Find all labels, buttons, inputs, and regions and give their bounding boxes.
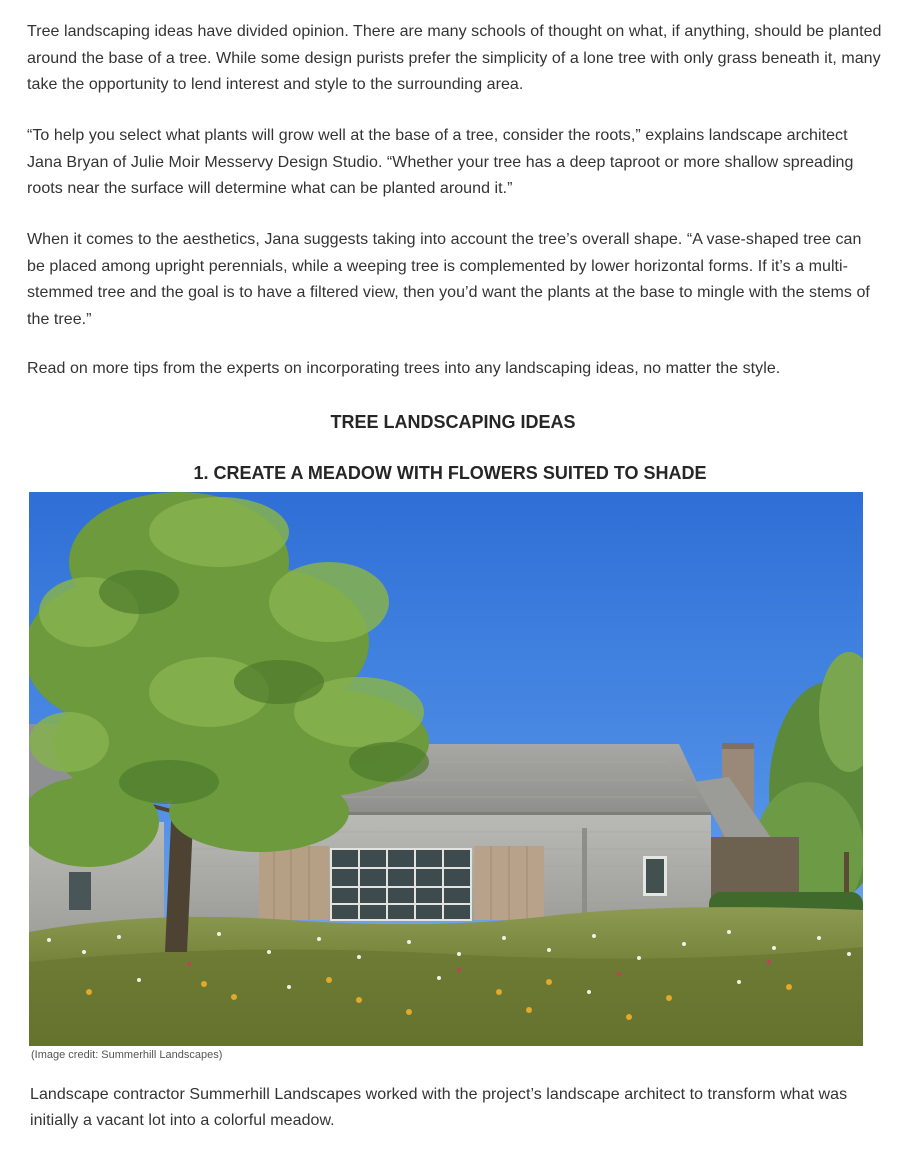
quote-paragraph-roots: “To help you select what plants will grow well at the base of a tree, consider the roots,” explains landscape architect Jana Bryan of Julie Moir Messervy Design Studio. “Whether your tree has a deep taproot or more shallow spreading roots near the surface will determine what can be planted around it.” [27, 127, 854, 197]
intro-paragraph: Tree landscaping ideas have divided opinion. There are many schools of thought on what, if anything, should be planted around the base of a tree. While some design purists prefer the simplicity of a lone tree with only grass beneath it, many take the opportunity to lend interest and style to the surrounding area. [27, 23, 882, 93]
image-credit: (Image credit: Summerhill Landscapes) [31, 1049, 223, 1061]
read-on-paragraph: Read on more tips from the experts on incorporating trees into any landscaping ideas, no matter the style. [27, 360, 781, 377]
meadow-house-photo [29, 492, 863, 1046]
idea-heading: 1. CREATE A MEADOW WITH FLOWERS SUITED TO SHADE [193, 463, 707, 483]
section-heading: TREE LANDSCAPING IDEAS [330, 412, 576, 432]
caption-paragraph: Landscape contractor Summerhill Landscapes worked with the project’s landscape architect to transform what was initially a vacant lot into a colorful meadow. [30, 1086, 848, 1129]
quote-paragraph-aesthetics: When it comes to the aesthetics, Jana suggests taking into account the tree’s overall shape. “A vase-shaped tree can be placed among upright perennials, while a weeping tree is complemented by lower horizontal forms. If it’s a multi-stemmed tree and the goal is to have a filtered view, then you’d want the plants at the base to mingle with the stems of the tree.” [27, 231, 870, 328]
wildflower-meadow [29, 907, 863, 1046]
